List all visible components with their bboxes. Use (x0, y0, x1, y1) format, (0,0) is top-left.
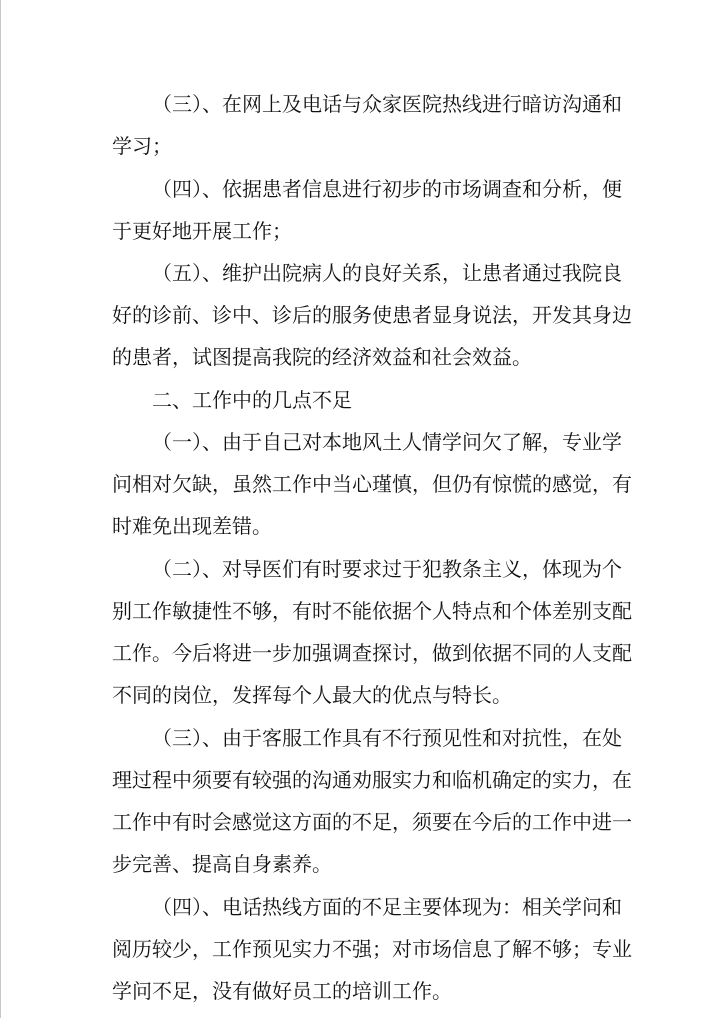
paragraph-line: 的患者，试图提高我院的经济效益和社会效益。 (112, 345, 532, 369)
paragraph-line: 阅历较少，工作预见实力不强；对市场信息了解不够；专业 (112, 937, 632, 961)
paragraph-line: （三）、在网上及电话与众家医院热线进行暗访沟通和 (152, 92, 622, 116)
paragraph-line: 好的诊前、诊中、诊后的服务使患者显身说法，开发其身边 (112, 303, 632, 327)
paragraph-line: 不同的岗位，发挥每个人最大的优点与特长。 (112, 683, 512, 707)
section-heading: 二、工作中的几点不足 (152, 388, 352, 412)
paragraph-line: 工作。今后将进一步加强调查探讨，做到依据不同的人支配 (112, 641, 632, 665)
paragraph-line: （一）、由于自己对本地风土人情学问欠了解，专业学 (152, 430, 622, 454)
paragraph-line: （四）、电话热线方面的不足主要体现为：相关学问和 (152, 895, 622, 919)
paragraph-line: （五）、维护出院病人的良好关系，让患者通过我院良 (152, 261, 622, 285)
paragraph-line: 于更好地开展工作； (112, 219, 292, 243)
paragraph-line: （四）、依据患者信息进行初步的市场调查和分析，便 (152, 177, 622, 201)
paragraph-line: 时难免出现差错。 (112, 514, 272, 538)
paragraph-line: 理过程中须要有较强的沟通劝服实力和临机确定的实力，在 (112, 768, 632, 792)
paragraph-line: 工作中有时会感觉这方面的不足，须要在今后的工作中进一 (112, 810, 632, 834)
paragraph-line: 问相对欠缺，虽然工作中当心瑾慎，但仍有惊慌的感觉，有 (112, 472, 632, 496)
paragraph-line: （三）、由于客服工作具有不行预见性和对抗性，在处 (152, 726, 622, 750)
paragraph-line: 学问不足，没有做好员工的培训工作。 (112, 979, 452, 1003)
paragraph-line: 步完善、提高自身素养。 (112, 852, 332, 876)
paragraph-line: 别工作敏捷性不够，有时不能依据个人特点和个体差别支配 (112, 599, 632, 623)
paragraph-line: 学习； (112, 134, 172, 158)
paragraph-line: （二）、对导医们有时要求过于犯教条主义，体现为个 (152, 557, 622, 581)
